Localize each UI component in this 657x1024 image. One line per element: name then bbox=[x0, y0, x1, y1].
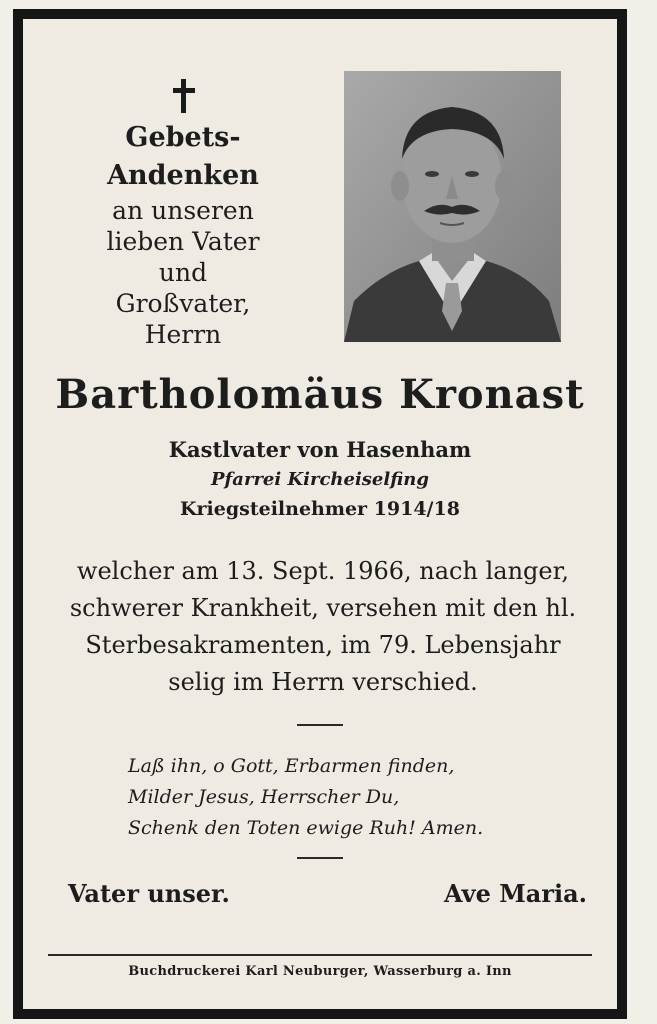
dedication-line: lieben Vater bbox=[106, 227, 260, 256]
black-border-frame bbox=[13, 9, 627, 1019]
prayer-line: Milder Jesus, Herrscher Du, bbox=[128, 786, 400, 808]
our-father-label: Vater unser. bbox=[68, 879, 230, 908]
dedication-block bbox=[93, 119, 273, 350]
portrait-photo bbox=[344, 71, 561, 342]
deceased-name: Bartholomäus Kronast bbox=[55, 371, 585, 418]
dedication-line: an unseren bbox=[112, 196, 254, 225]
dedication-line: und bbox=[158, 258, 208, 287]
footer-divider bbox=[48, 954, 592, 956]
deceased-veteran-status: Kriegsteilnehmer 1914/18 bbox=[180, 498, 460, 520]
announcement-line: selig im Herrn verschied. bbox=[168, 668, 478, 696]
dedication-title-1: Gebets- bbox=[125, 122, 241, 153]
announcement-line: welcher am 13. Sept. 1966, nach langer, bbox=[76, 557, 570, 585]
divider-bottom bbox=[297, 857, 343, 859]
announcement-line: Sterbesakramenten, im 79. Lebensjahr bbox=[85, 631, 561, 659]
prayer-line: Laß ihn, o Gott, Erbarmen finden, bbox=[128, 755, 455, 777]
announcement-line: schwerer Krankheit, versehen mit den hl. bbox=[69, 594, 577, 622]
deceased-title: Kastlvater von Hasenham bbox=[168, 437, 472, 462]
dedication-title-2: Andenken bbox=[107, 160, 259, 191]
hail-mary-label: Ave Maria. bbox=[443, 879, 587, 908]
prayer-verse bbox=[128, 751, 483, 844]
printer-imprint: Buchdruckerei Karl Neuburger, Wasserburg a. Inn bbox=[128, 964, 512, 979]
dedication-line: Herrn bbox=[144, 320, 222, 349]
dedication-line: Großvater, bbox=[115, 289, 251, 318]
prayer-line: Schenk den Toten ewige Ruh! Amen. bbox=[128, 817, 484, 839]
death-announcement bbox=[63, 553, 583, 701]
divider-top bbox=[297, 724, 343, 726]
cross-icon bbox=[173, 79, 195, 113]
deceased-parish: Pfarrei Kircheiselfing bbox=[211, 469, 429, 490]
